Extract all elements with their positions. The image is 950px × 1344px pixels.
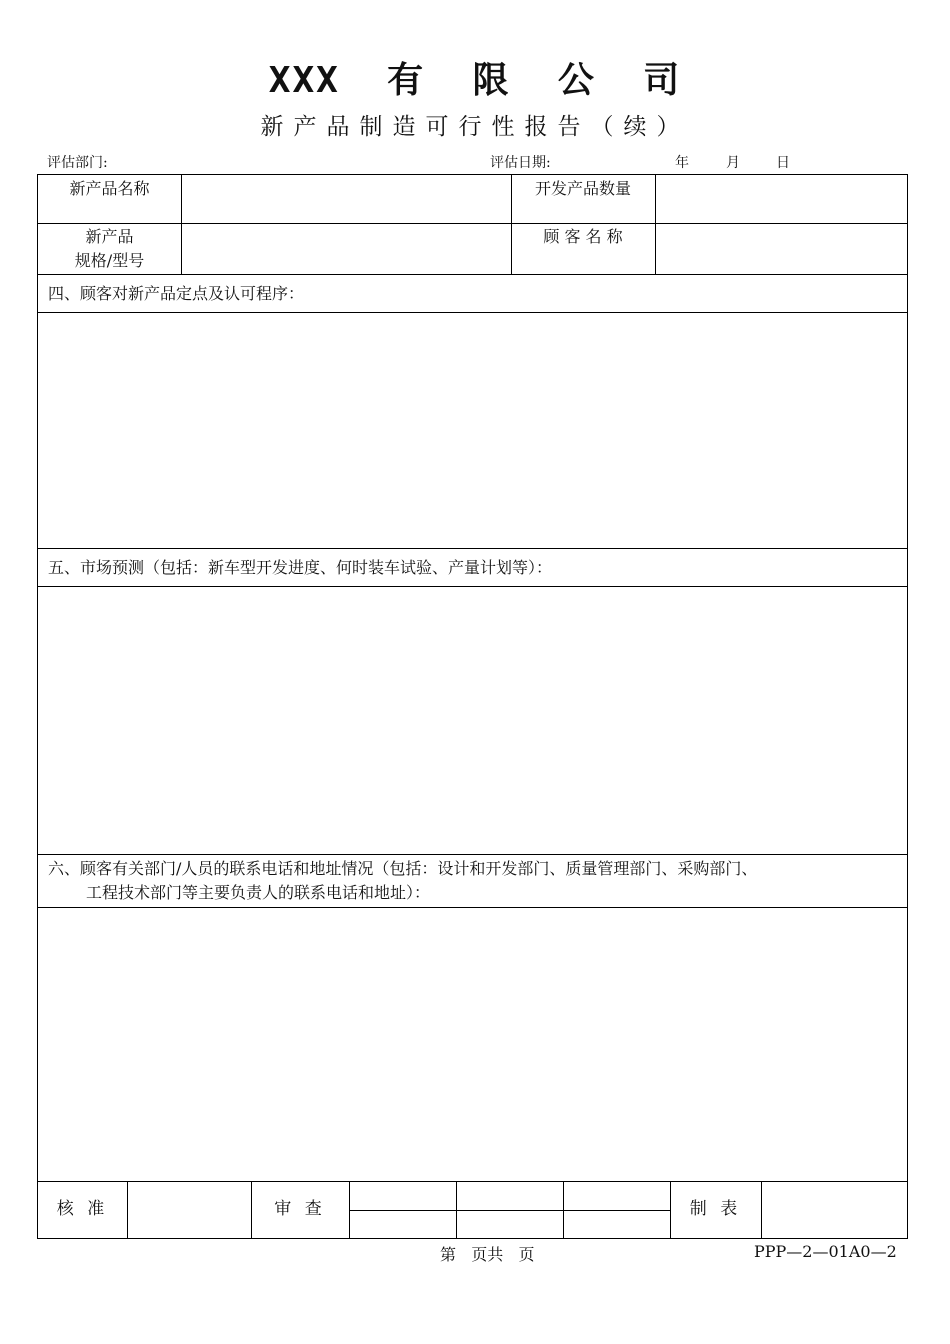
section-4-heading: 四、顾客对新产品定点及认可程序：	[48, 284, 305, 303]
col-divider	[456, 1181, 457, 1239]
review-split-line	[349, 1210, 670, 1211]
review-signature-field[interactable]	[350, 1183, 456, 1210]
report-subtitle: 新产品制造可行性报告（续）	[260, 114, 690, 140]
row-divider	[38, 907, 907, 908]
product-name-label: 新产品名称	[69, 179, 150, 198]
col-divider	[181, 175, 182, 274]
prepare-signature-field[interactable]	[762, 1183, 907, 1239]
section-5-content[interactable]	[38, 588, 907, 853]
row-divider	[38, 1181, 907, 1182]
row-divider	[38, 223, 907, 224]
spec-label-line2: 规格/型号	[74, 251, 145, 270]
section-4-content[interactable]	[38, 314, 907, 547]
review-label: 审 查	[274, 1199, 326, 1219]
approve-signature-field[interactable]	[128, 1183, 250, 1239]
page-number: 第 页共 页	[440, 1245, 535, 1264]
month-label: 月	[726, 155, 740, 171]
row-divider	[38, 854, 907, 855]
day-label: 日	[776, 155, 790, 171]
document-code: PPP—2—01A0—2	[754, 1242, 897, 1261]
col-divider	[563, 1181, 564, 1239]
row-divider	[38, 274, 907, 275]
prepare-label: 制 表	[689, 1199, 742, 1219]
spec-label-line1: 新产品	[85, 227, 134, 246]
col-divider	[655, 175, 656, 274]
row-divider	[38, 586, 907, 587]
year-label: 年	[675, 155, 689, 171]
section-6-content[interactable]	[38, 909, 907, 1180]
section-6-heading-line1: 六、顾客有关部门/人员的联系电话和地址情况（包括：设计和开发部门、质量管理部门、采购部门、	[48, 859, 758, 878]
section-6-heading-line2: 工程技术部门等主要负责人的联系电话和地址）：	[86, 883, 431, 902]
report-form	[37, 174, 908, 1239]
dept-label: 评估部门:	[47, 155, 108, 171]
quantity-label: 开发产品数量	[534, 179, 631, 198]
row-divider	[38, 312, 907, 313]
section-5-heading: 五、市场预测（包括：新车型开发进度、何时装车试验、产量计划等）：	[48, 558, 553, 577]
row-divider	[38, 548, 907, 549]
date-label: 评估日期:	[490, 155, 551, 171]
customer-label: 顾 客 名 称	[543, 227, 623, 246]
company-title: XXX 有 限 公 司	[268, 60, 682, 101]
approve-label: 核 准	[56, 1199, 109, 1219]
